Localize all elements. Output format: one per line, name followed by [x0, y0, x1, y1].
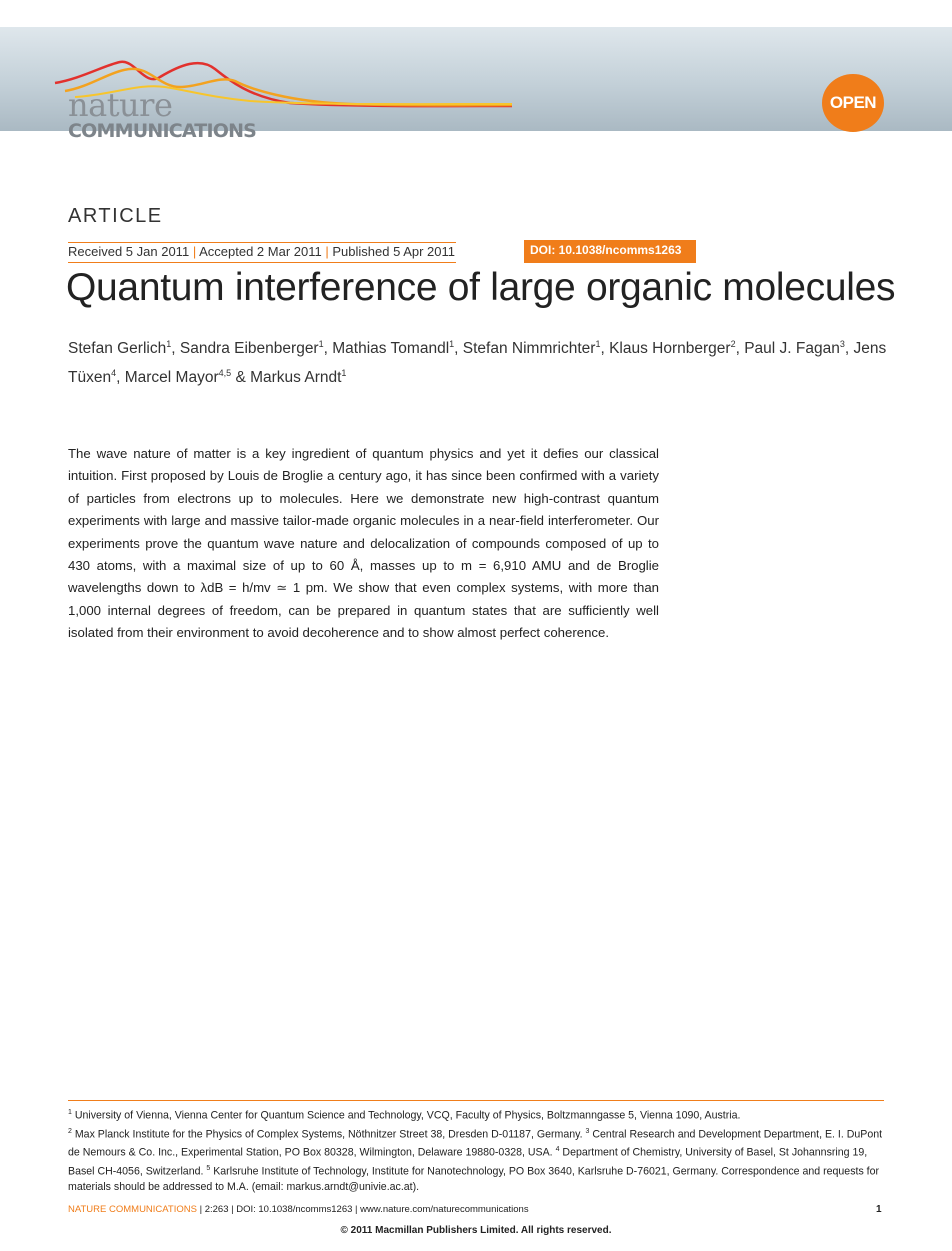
- footer-details: | 2:263 | DOI: 10.1038/ncomms1263 | www.nature.com/naturecommunications: [196, 1204, 529, 1215]
- affiliations: [68, 1105, 884, 1195]
- author-affiliation-mark: 1: [166, 339, 172, 349]
- page-footer: [68, 1204, 529, 1215]
- affiliation-text: Max Planck Institute for the Physics of Complex Systems, Nöthnitzer Street 38, Dresden D-01187, Germany.: [71, 1128, 586, 1141]
- affiliation-text: Department of Chemistry, University of Basel, St Johannsring 19, Basel CH-4056, Switzerland.: [68, 1146, 868, 1178]
- author-name: Markus Arndt: [250, 369, 342, 387]
- author-separator: ,: [323, 340, 333, 358]
- published-date: Published 5 Apr 2011: [332, 244, 456, 259]
- author-separator: ,: [116, 369, 125, 387]
- affiliation-number: 2: [68, 1127, 72, 1135]
- doi-badge[interactable]: DOI: 10.1038/ncomms1263: [524, 240, 696, 263]
- footnote-divider: [68, 1100, 884, 1101]
- author-name: Stefan Gerlich: [68, 340, 167, 358]
- author-list: [68, 332, 888, 390]
- article-type-label: ARTICLE: [68, 205, 163, 227]
- author-name: Sandra Eibenberger: [179, 340, 319, 358]
- author-separator: ,: [735, 340, 745, 358]
- article-title: Quantum interference of large organic molecules: [66, 266, 896, 309]
- author-affiliation-mark: 1: [449, 339, 455, 349]
- author-affiliation-mark: 4: [111, 368, 117, 379]
- author-name: Jens Tüxen: [68, 340, 887, 387]
- author-name: Marcel Mayor: [124, 369, 219, 387]
- affiliation-number: 5: [206, 1164, 211, 1172]
- author-affiliation-mark: 4,5: [218, 368, 232, 379]
- page-number: 1: [876, 1204, 882, 1215]
- author-separator: ,: [600, 340, 610, 358]
- affiliation-text: Central Research and Development Department, E. I. DuPont de Nemours & Co. Inc., Experimental Station, PO Box 80328, Wilmington, Delaware 19880-0328, USA.: [68, 1128, 883, 1159]
- author-separator: ,: [844, 340, 854, 358]
- affiliation-number: 3: [585, 1127, 590, 1135]
- open-access-badge: OPEN: [822, 74, 884, 132]
- journal-logo-word-nature: nature: [68, 86, 173, 124]
- affiliation-text: Karlsruhe Institute of Technology, Institute for Nanotechnology, PO Box 3640, Karlsruhe D-76021, Germany. Correspondence and requests for materials should be addressed to M.A. (email: markus.arndt@univie.ac.at).: [68, 1165, 880, 1194]
- footer-journal-name: NATURE COMMUNICATIONS: [68, 1204, 197, 1215]
- affiliation-text: University of Vienna, Vienna Center for Quantum Science and Technology, VCQ, Faculty of Physics, Boltzmanngasse 5, Vienna 1090, Austria.: [71, 1109, 741, 1122]
- publication-dates: [68, 242, 456, 263]
- journal-logo-word-communications: COMMUNICATIONS: [68, 120, 257, 142]
- author-separator: ,: [454, 340, 463, 358]
- author-name: Mathias Tomandl: [332, 340, 450, 358]
- date-separator: |: [325, 244, 329, 259]
- author-affiliation-mark: 1: [595, 339, 601, 349]
- affiliation-number: 1: [68, 1109, 72, 1116]
- author-affiliation-mark: 1: [341, 368, 347, 379]
- author-name: Klaus Hornberger: [609, 340, 731, 358]
- author-name: Paul J. Fagan: [744, 340, 840, 358]
- affiliation-number: 4: [555, 1146, 560, 1154]
- author-separator: ,: [171, 340, 180, 358]
- abstract-text: The wave nature of matter is a key ingredient of quantum physics and yet it defies our classical intuition. First proposed by Louis de Broglie a century ago, it has since been confirmed with a variety of particles from electrons up to molecules. Here we demonstrate new high-contrast quantum experiments with large and massive tailor-made organic molecules in a near-field interferometer. Our experiments prove the quantum wave nature and delocalization of compounds composed of up to 430 atoms, with a maximal size of up to 60 Å, masses up to m = 6,910 AMU and de Broglie wavelengths down to λdB = h/mv ≃ 1 pm. We show that even complex systems, with more than 1,000 internal degrees of freedom, can be prepared in quantum states that are sufficiently well isolated from their environment to avoid decoherence and to show almost perfect coherence.: [68, 446, 659, 641]
- date-separator: |: [192, 244, 197, 259]
- author-affiliation-mark: 1: [318, 339, 324, 349]
- author-separator: &: [231, 369, 251, 387]
- accepted-date: Accepted 2 Mar 2011: [199, 244, 322, 259]
- author-affiliation-mark: 3: [839, 339, 845, 349]
- received-date: Received 5 Jan 2011: [68, 244, 190, 259]
- copyright-notice: © 2011 Macmillan Publishers Limited. All rights reserved.: [340, 1225, 612, 1236]
- author-affiliation-mark: 2: [730, 339, 736, 349]
- author-name: Stefan Nimmrichter: [462, 340, 596, 358]
- journal-banner: [0, 27, 952, 142]
